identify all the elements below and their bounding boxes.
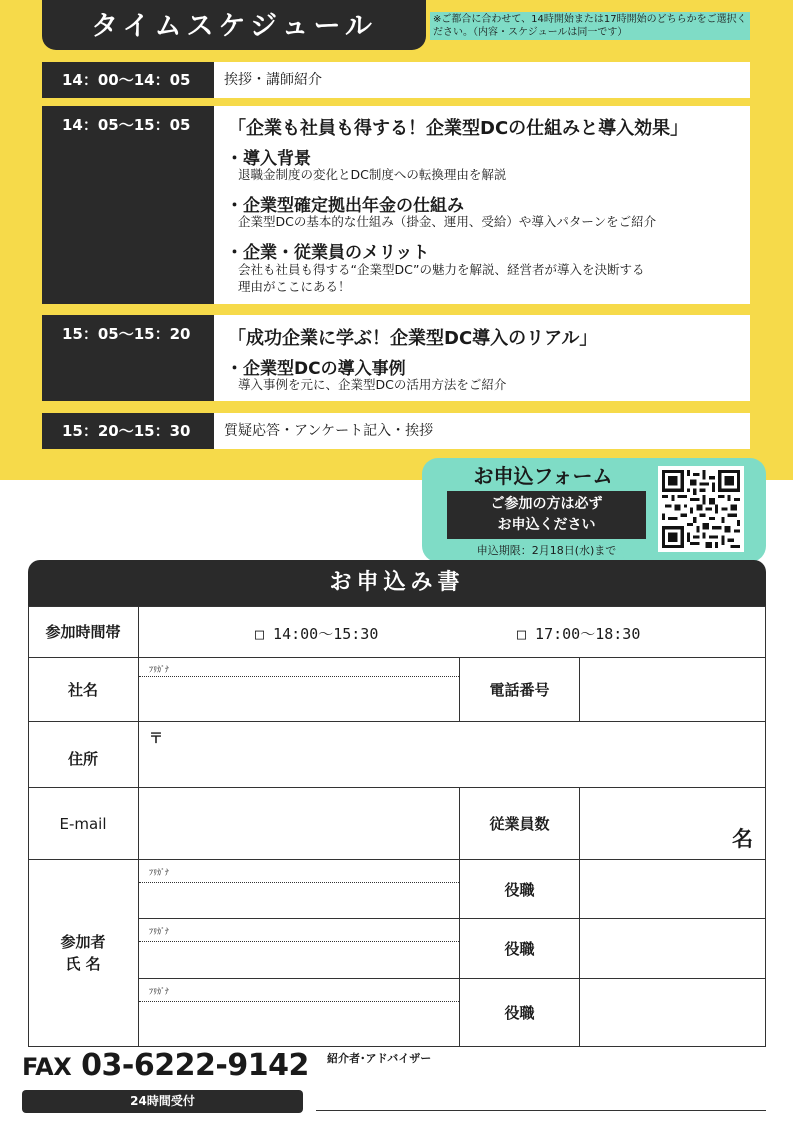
postal-mark: 〒	[149, 731, 163, 747]
time-slot-options	[139, 606, 766, 658]
topic-title: 「成功企業に学ぶ！企業型DC導入のリアル」	[228, 328, 598, 349]
time-slot-label: 参加時間帯	[28, 606, 139, 658]
position-label-2: 役職	[460, 919, 580, 979]
position-field-3[interactable]	[580, 979, 766, 1047]
address-label: 住所	[28, 722, 139, 788]
topic-title: 「企業も社員も得する！企業型DCの仕組みと導入効果」	[228, 118, 689, 139]
employees-label: 従業員数	[460, 788, 580, 860]
furigana-label: ﾌﾘｶﾞﾅ	[149, 868, 169, 877]
company-label: 社名	[28, 658, 139, 722]
employees-unit: 名	[732, 827, 753, 851]
schedule-title: タイムスケジュール	[91, 11, 377, 42]
bullet-heading: ・企業・従業員のメリット	[226, 243, 430, 263]
fax-digits: 03-6222-9142	[81, 1048, 309, 1083]
fax-hours-badge: 24時間受付	[22, 1090, 303, 1113]
position-field-2[interactable]	[580, 919, 766, 979]
schedule-note: ※ご都合に合わせて、14時開始または17時開始のどちらかをご選択ください。（内容・スケジュールは同一です）	[430, 12, 750, 40]
attendee-label	[28, 860, 139, 1047]
furigana-divider	[139, 1001, 459, 1002]
bullet-description: 導入事例を元に、企業型DCの活用方法をご紹介	[238, 377, 507, 392]
email-field[interactable]	[139, 788, 460, 860]
application-header: お申込み書	[28, 560, 766, 606]
fax-number	[22, 1048, 309, 1083]
referrer-line[interactable]	[316, 1110, 766, 1111]
position-field-1[interactable]	[580, 860, 766, 919]
form-note	[447, 491, 646, 539]
bullet-description: 会社も社員も得する“企業型DC”の魅力を解説、経営者が導入を決断する	[238, 262, 645, 277]
position-label-1: 役職	[460, 860, 580, 919]
bullet-heading: ・企業型DCの導入事例	[226, 359, 406, 379]
form-note-line: お申込ください	[497, 517, 596, 533]
schedule-content-2	[214, 106, 750, 304]
furigana-divider	[139, 941, 459, 942]
phone-label: 電話番号	[460, 658, 580, 722]
schedule-content-3	[214, 315, 750, 401]
schedule-time-2: 14：05〜15：05	[42, 106, 214, 304]
schedule-content-4: 質疑応答・アンケート記入・挨拶	[214, 413, 750, 449]
form-note-line: ご参加の方は必ず	[490, 496, 603, 512]
furigana-label: ﾌﾘｶﾞﾅ	[149, 927, 169, 936]
bullet-description: 企業型DCの基本的な仕組み（掛金、運用、受給）や導入パターンをご紹介	[238, 214, 657, 229]
bullet-heading: ・企業型確定拠出年金の仕組み	[226, 196, 464, 216]
phone-field[interactable]	[580, 658, 766, 722]
schedule-time-1: 14：00〜14：05	[42, 62, 214, 98]
attendee-name-field-1[interactable]	[139, 860, 460, 919]
address-field[interactable]	[139, 722, 766, 788]
furigana-divider	[139, 676, 459, 677]
bullet-heading: ・導入背景	[226, 149, 311, 169]
company-field[interactable]	[139, 658, 460, 722]
referrer-label: 紹介者･アドバイザー	[327, 1052, 432, 1065]
attendee-name-field-2[interactable]	[139, 919, 460, 979]
qr-code-icon[interactable]	[658, 466, 744, 552]
position-label-3: 役職	[460, 979, 580, 1047]
attendee-name-field-3[interactable]	[139, 979, 460, 1047]
bullet-description: 退職金制度の変化とDC制度への転換理由を解説	[238, 167, 507, 182]
option-checkbox-17[interactable]: □ 17:00〜18:30	[517, 625, 641, 643]
form-title: お申込フォーム	[473, 464, 613, 488]
attendee-label-line: 参加者	[60, 933, 106, 951]
schedule-time-3: 15：05〜15：20	[42, 315, 214, 401]
employees-field[interactable]	[580, 788, 766, 860]
schedule-time-4: 15：20〜15：30	[42, 413, 214, 449]
furigana-label: ﾌﾘｶﾞﾅ	[149, 665, 169, 674]
attendee-label-line: 氏 名	[65, 955, 101, 973]
bullet-description: 理由がここにある！	[238, 279, 351, 294]
option-checkbox-14[interactable]: □ 14:00〜15:30	[255, 625, 379, 643]
schedule-content-1: 挨拶・講師紹介	[214, 62, 750, 98]
furigana-divider	[139, 882, 459, 883]
furigana-label: ﾌﾘｶﾞﾅ	[149, 987, 169, 996]
email-label: E-mail	[28, 788, 139, 860]
fax-prefix: FAX	[22, 1053, 72, 1081]
deadline: 申込期限：2月18日(水)まで	[476, 544, 617, 557]
